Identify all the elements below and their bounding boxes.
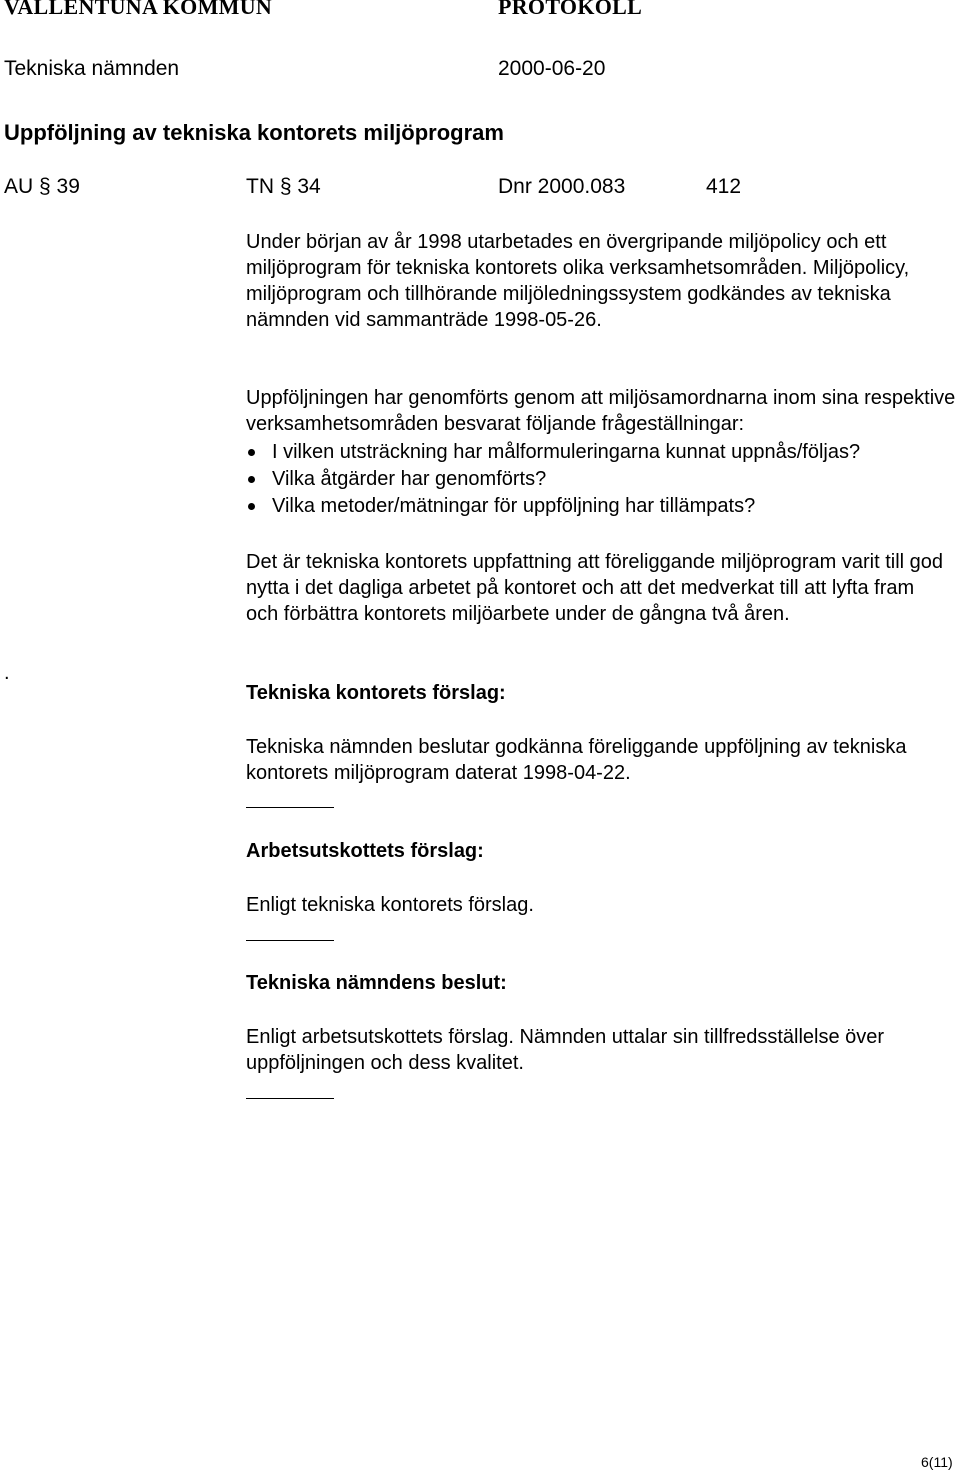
paragraph-text: Uppföljningen har genomförts genom att miljösamordnarna inom sina respektive verksamhetsområden besvarat följande frågeställningar: xyxy=(246,387,956,435)
committee-name: Tekniska nämnden xyxy=(4,57,180,80)
tn-reference: TN § 34 xyxy=(246,175,321,198)
question-list xyxy=(246,439,958,520)
proposal-text-au: Enligt tekniska kontorets förslag. xyxy=(246,894,534,916)
section-heading-tk: Tekniska kontorets förslag: xyxy=(246,682,506,704)
paragraph-background xyxy=(246,229,951,333)
file-number: 412 xyxy=(706,175,742,198)
dnr-reference: Dnr 2000.083 xyxy=(498,175,626,198)
meeting-date: 2000-06-20 xyxy=(498,57,606,80)
section-heading-tn: Tekniska nämndens beslut: xyxy=(246,972,507,994)
section-divider xyxy=(246,1098,334,1099)
decision-text-tn xyxy=(246,1024,951,1076)
page-number: 6(11) xyxy=(921,1454,953,1470)
paragraph-assessment xyxy=(246,549,951,627)
list-item: Vilka metoder/mätningar för uppföljning har tillämpats? xyxy=(246,493,958,520)
paragraph-text: Tekniska nämnden beslutar godkänna föreliggande uppföljning av tekniska kontorets miljöprogram daterat 1998-04-22. xyxy=(246,736,907,784)
list-item: Vilka åtgärder har genomförts? xyxy=(246,466,958,493)
list-item: I vilken utsträckning har målformuleringarna kunnat uppnås/följas? xyxy=(246,439,958,466)
section-divider xyxy=(246,807,334,808)
section-heading-au: Arbetsutskottets förslag: xyxy=(246,840,484,862)
proposal-text-tk xyxy=(246,734,951,786)
section-divider xyxy=(246,940,334,941)
paragraph-text: Det är tekniska kontorets uppfattning att föreliggande miljöprogram varit till god nytta i det dagliga arbetet på kontoret och att det medverkat till att lyfta fram och förbättra kontorets miljöarbete under de gångna två åren. xyxy=(246,551,944,625)
au-reference: AU § 39 xyxy=(4,175,80,198)
paragraph-method xyxy=(246,385,958,437)
document-type: PROTOKOLL xyxy=(498,0,643,19)
paragraph-text: Enligt arbetsutskottets förslag. Nämnden uttalar sin tillfredsställelse över uppföljningen och dess kvalitet. xyxy=(246,1026,885,1074)
paragraph-text: Under början av år 1998 utarbetades en övergripande miljöpolicy och ett miljöprogram för tekniska kontorets olika verksamhetsområden. Miljöpolicy, miljöprogram och tillhörande miljöledningssystem godkändes av tekniska nämnden vid sammanträde 1998-05-26. xyxy=(246,231,910,331)
page-title: Uppföljning av tekniska kontorets miljöprogram xyxy=(4,120,504,145)
org-name: VALLENTUNA KOMMUN xyxy=(4,0,273,19)
margin-mark: . xyxy=(4,662,10,684)
